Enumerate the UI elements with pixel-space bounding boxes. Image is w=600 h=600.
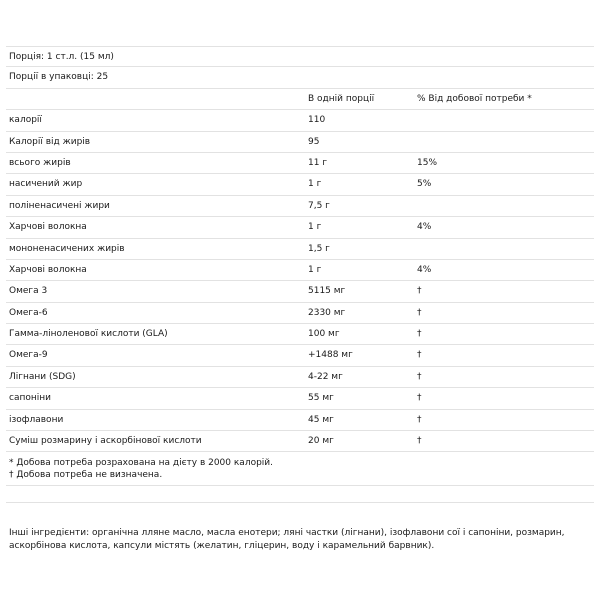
nutrient-amount: 1 г <box>308 222 322 233</box>
nutrient-amount: 11 г <box>308 157 328 168</box>
nutrient-dv: 4% <box>417 222 432 233</box>
nutrient-amount: 20 мг <box>308 436 334 447</box>
nutrient-amount: 5115 мг <box>308 286 346 297</box>
daily-value-header: % Від добової потреби * <box>417 93 532 104</box>
nutrient-name: насичений жир <box>9 179 83 190</box>
nutrient-dv: 5% <box>417 179 432 190</box>
nutrient-amount: 110 <box>308 115 326 126</box>
nutrient-name: Лігнани (SDG) <box>9 371 76 382</box>
nutrient-dv: 15% <box>417 157 438 168</box>
nutrient-amount: 55 мг <box>308 393 334 404</box>
nutrient-name: Омега-9 <box>9 350 48 361</box>
servings-per-container: Порції в упаковці: 25 <box>9 72 109 83</box>
serving-size-row <box>6 46 594 67</box>
servings-per-container-row <box>6 67 594 88</box>
nutrient-dv: † <box>417 414 422 425</box>
nutrient-amount: 7,5 г <box>308 200 330 211</box>
nutrient-name: поліненасичені жири <box>9 200 110 211</box>
nutrient-amount: +1488 мг <box>308 350 353 361</box>
per-serving-header: В одній порції <box>308 93 375 104</box>
nutrient-amount: 45 мг <box>308 414 334 425</box>
nutrient-amount: 100 мг <box>308 329 340 340</box>
other-ingredients: Інші інгредієнти: органічна лляне масло, масла енотери; ляні частки (лігнани), ізофлавони сої і сапоніни, розмарин, аскорбінова кислота, капсули містять (желатин, гліцерин, воду і карамельний барвник). <box>9 528 565 551</box>
nutrient-dv: † <box>417 350 422 361</box>
nutrient-amount: 2330 мг <box>308 307 346 318</box>
nutrient-name: Калорії від жирів <box>9 136 91 147</box>
nutrient-amount: 95 <box>308 136 320 147</box>
nutrient-name: Омега 3 <box>9 286 48 297</box>
divider <box>6 486 594 503</box>
serving-size: Порція: 1 ст.л. (15 мл) <box>9 52 114 62</box>
nutrient-name: Харчові волокна <box>9 264 87 275</box>
nutrient-dv: † <box>417 307 422 318</box>
nutrient-dv: 4% <box>417 264 432 275</box>
footnote-not-established: † Добова потреба не визначена. <box>9 470 163 481</box>
nutrition-facts-table <box>6 46 594 503</box>
nutrient-name: Харчові волокна <box>9 222 87 233</box>
nutrient-name: Суміш розмарину і аскорбінової кислоти <box>9 436 202 447</box>
nutrient-name: Гамма-ліноленової кислоти (GLA) <box>9 329 168 340</box>
nutrient-name: калорії <box>9 115 42 126</box>
nutrient-amount: 4-22 мг <box>308 371 343 382</box>
nutrient-dv: † <box>417 371 422 382</box>
footnote-daily-basis: * Добова потреба розрахована на дієту в 2000 калорій. <box>9 458 274 469</box>
nutrient-amount: 1,5 г <box>308 243 330 254</box>
table-header-row <box>6 89 594 110</box>
nutrient-dv: † <box>417 436 422 447</box>
footnotes <box>6 452 594 486</box>
nutrient-name: Омега-6 <box>9 307 48 318</box>
nutrient-name: всього жирів <box>9 157 71 168</box>
nutrient-dv: † <box>417 393 422 404</box>
nutrient-name: ізофлавони <box>9 414 64 425</box>
nutrient-name: сапоніни <box>9 393 51 404</box>
nutrient-dv: † <box>417 286 422 297</box>
nutrient-name: мононенасичених жирів <box>9 243 125 254</box>
nutrient-amount: 1 г <box>308 179 322 190</box>
nutrient-amount: 1 г <box>308 264 322 275</box>
nutrient-dv: † <box>417 329 422 340</box>
